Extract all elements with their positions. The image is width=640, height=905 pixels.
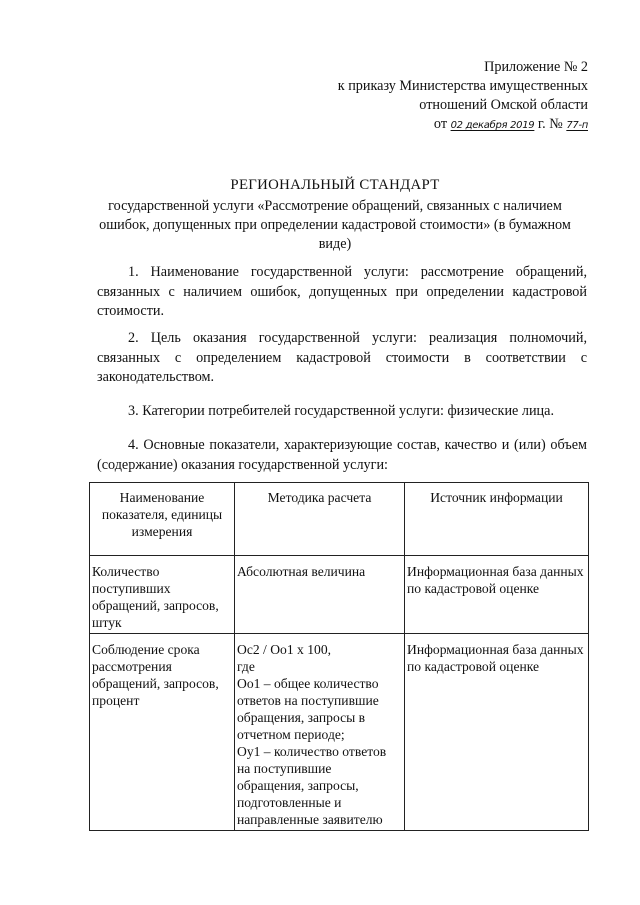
appendix-number: Приложение № 2 bbox=[484, 59, 588, 75]
row-1-source: Информационная база данных по кадастровой оценке bbox=[405, 556, 589, 634]
section-2: 2. Цель оказания государственной услуги: реализация полномочий, связанных с определением кадастровой стоимости в соответствии с законодательством. bbox=[97, 330, 587, 385]
formula-where: где bbox=[237, 659, 255, 674]
row-1-method: Абсолютная величина bbox=[235, 556, 405, 634]
date-prefix: от bbox=[433, 116, 448, 132]
document-title: РЕГИОНАЛЬНЫЙ СТАНДАРТ bbox=[230, 177, 440, 193]
section-1: 1. Наименование государственной услуги: рассмотрение обращений, связанных с наличием ошибок, допущенных при определении кадастровой стоимости. bbox=[97, 264, 587, 319]
row-2-name: Соблюдение срока рассмотрения обращений, запросов, процент bbox=[90, 634, 235, 831]
header-source: Источник информации bbox=[405, 483, 589, 556]
appendix-date-line bbox=[288, 115, 588, 135]
header-method: Методика расчета bbox=[235, 483, 405, 556]
document-title-block bbox=[85, 176, 585, 254]
formula-line: Ос2 / Оо1 х 100, bbox=[237, 642, 332, 657]
formula-var-oo1: Оо1 – общее количество ответов на поступившие обращения, запросы в отчетном периоде; bbox=[237, 676, 379, 742]
appendix-header bbox=[288, 58, 588, 135]
table-row bbox=[90, 634, 589, 831]
row-1-name: Количество поступивших обращений, запросов, штук bbox=[90, 556, 235, 634]
table-header-row bbox=[90, 483, 589, 556]
indicators-table bbox=[89, 482, 589, 831]
section-3: 3. Категории потребителей государственной услуги: физические лица. bbox=[128, 403, 554, 419]
row-2-method bbox=[235, 634, 405, 831]
header-indicator-name: Наименование показателя, единицы измерения bbox=[90, 483, 235, 556]
row-2-source: Информационная база данных по кадастровой оценке bbox=[405, 634, 589, 831]
document-subtitle: государственной услуги «Рассмотрение обращений, связанных с наличием ошибок, допущенных при определении кадастровой стоимости» (в бумажном виде) bbox=[99, 198, 571, 252]
appendix-ministry-line: отношений Омской области bbox=[419, 97, 588, 113]
year-number-label: г. № bbox=[537, 116, 563, 132]
appendix-order-line: к приказу Министерства имущественных bbox=[337, 78, 588, 94]
formula-var-oy1: Оу1 – количество ответов на поступившие обращения, запросы, подготовленные и направленные заявителю bbox=[237, 744, 387, 827]
section-4: 4. Основные показатели, характеризующие состав, качество и (или) объем (содержание) оказания государственной услуги: bbox=[97, 437, 587, 473]
handwritten-date: 02 декабря 2019 bbox=[450, 120, 535, 131]
table-row bbox=[90, 556, 589, 634]
handwritten-number: 77-п bbox=[566, 120, 588, 131]
